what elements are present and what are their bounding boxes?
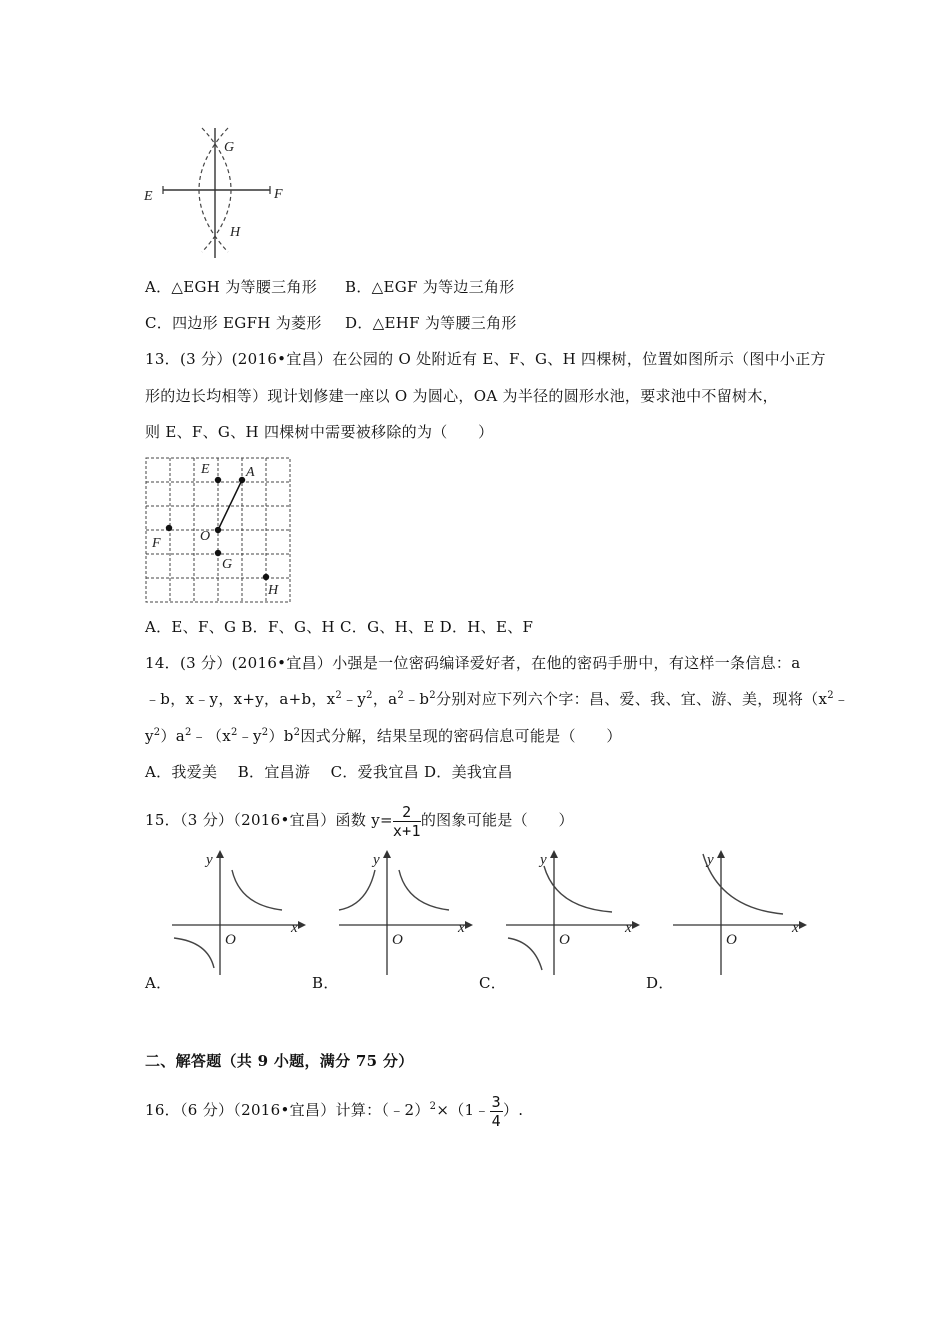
q12-label-f: F [274,187,283,202]
q15-stem: 15．（3 分）（2016•宜昌）函数 y= $\frac{2}{x+1}$ 的图象可能是（ ） [145,802,574,840]
q13-label-e: E [201,462,210,477]
q15-label-d: D． [646,974,674,992]
section-2-title: 二、解答题（共 9 小题，满分 75 分） [145,1052,414,1070]
q13-line-2: 形的边长均相等）现计划修建一座以 O 为圆心，OA 为半径的圆形水池，要求池中不留树木， [145,387,778,405]
q15-graph-a [170,850,310,980]
q15-graph-d [671,850,811,980]
svg-text:y: y [373,852,380,868]
q12-label-g: G [224,140,235,155]
svg-text:x: x [291,920,298,936]
q13-label-f: F [152,536,161,551]
svg-text:y: y [707,852,714,868]
svg-text:y: y [540,852,547,868]
q13-segment-oa [218,480,242,530]
q13-point-f [166,525,172,531]
q13-point-a [239,477,245,483]
q13-point-e [215,477,221,483]
svg-text:x: x [625,920,632,936]
q15-graph-b [337,850,477,980]
q12-label-e: E [144,189,153,204]
svg-text:O: O [726,932,737,948]
q13-line-1: 13．(3 分）(2016•宜昌）在公园的 O 处附近有 E、F、G、H 四棵树，位置如图所示（图中小正方 [145,350,826,368]
q12-option-a: A．△EGH 为等腰三角形 [145,278,318,296]
svg-text:x: x [458,920,465,936]
q14-options: A．我爱美 B．宜昌游 C．爱我宜昌 D．美我宜昌 [145,763,513,781]
q15-label-c: C． [479,974,507,992]
q13-label-a: A [246,465,255,480]
q14-line-2: ﹣b，x﹣y，x+y，a+b，$x^2﹣y^2$，$a^2﹣b^2$分别对应下列六个字：昌、爱、我、宜、游、美，现将（$x^2﹣$ [145,690,850,708]
q14-line-1: 14．(3 分）(2016•宜昌）小强是一位密码编译爱好者，在他的密码手册中，有这样一条信息：a [145,654,801,672]
q12-option-d: D．△EHF 为等腰三角形 [345,314,517,332]
q16-fraction: $\frac{3}{4}$ [491,1092,501,1130]
svg-text:O: O [392,932,403,948]
q13-line-3: 则 E、F、G、H 四棵树中需要被移除的为（ ） [145,423,494,441]
q13-options: A．E、F、G B．F、G、H C．G、H、E D．H、E、F [145,618,534,636]
q13-point-o [215,527,221,533]
q13-point-g [215,550,221,556]
q12-label-h: H [230,225,241,240]
q13-grid-figure [144,456,294,606]
svg-text:O: O [559,932,570,948]
q12-option-b: B．△EGF 为等边三角形 [345,278,515,296]
svg-text:y: y [206,852,213,868]
q15-label-a: A． [145,974,172,992]
q13-label-h: H [268,583,279,598]
q12-figure [140,120,300,260]
svg-text:x: x [792,920,799,936]
q15-label-b: B． [312,974,339,992]
q13-label-o: O [200,529,211,544]
q14-line-3: $y^2)a^2﹣(x^2﹣y^2)b^2$因式分解，结果呈现的密码信息可能是（ ） [145,727,622,745]
q16-stem: 16．（6 分）（2016•宜昌）计算：（﹣2）$^2$×（1﹣ $\frac{3}{4}$ ）. [145,1092,524,1130]
q12-option-c: C．四边形 EGFH 为菱形 [145,314,322,332]
q13-point-h [263,574,269,580]
q15-fraction: $\frac{2}{x+1}$ [392,802,421,840]
q13-label-g: G [222,557,233,572]
q15-graph-c [504,850,644,980]
svg-text:O: O [225,932,236,948]
